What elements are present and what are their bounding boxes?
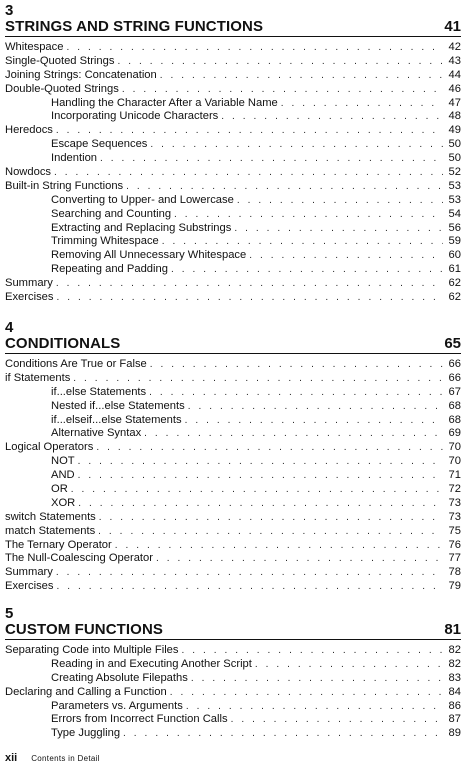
toc-entry-page: 77 — [448, 552, 461, 565]
toc-entry-page: 43 — [448, 54, 461, 67]
dot-leader — [174, 208, 443, 222]
dot-leader — [160, 69, 443, 83]
toc-entry-page: 79 — [448, 580, 461, 593]
chapter-page: 41 — [444, 18, 461, 35]
dot-leader — [156, 552, 443, 566]
toc-entry-page: 56 — [448, 221, 461, 234]
toc-entry-page: 48 — [448, 110, 461, 123]
toc-entry[interactable] — [5, 235, 461, 249]
toc-entry-title: Reading in and Executing Another Script — [51, 657, 252, 670]
toc-entry-page: 67 — [448, 385, 461, 398]
dot-leader — [56, 124, 443, 138]
toc-entry-page: 66 — [448, 371, 461, 384]
dot-leader — [71, 483, 443, 497]
toc-entry-page: 59 — [448, 235, 461, 248]
toc-entry-title: if Statements — [5, 371, 71, 384]
toc-entry-title: Extracting and Replacing Substrings — [51, 221, 232, 234]
toc-entry-page: 73 — [448, 510, 461, 523]
dot-leader — [255, 658, 443, 672]
toc-entry[interactable] — [5, 110, 461, 124]
chapter-entries — [5, 41, 461, 305]
dot-leader — [144, 427, 443, 441]
toc-entry-title: Separating Code into Multiple Files — [5, 644, 179, 656]
toc-entry[interactable] — [5, 69, 461, 83]
chapter-number: 5 — [5, 605, 14, 622]
toc-entry-page: 42 — [448, 41, 461, 53]
toc-entry[interactable] — [5, 55, 461, 69]
dot-leader — [96, 441, 443, 455]
toc-entry-title: Nested if...else Statements — [51, 399, 185, 412]
chapter-title: STRINGS AND STRING FUNCTIONS — [5, 18, 264, 35]
chapter-number: 3 — [5, 2, 14, 19]
toc-entry-page: 49 — [448, 124, 461, 137]
toc-entry-page: 66 — [448, 358, 461, 370]
toc-entry-page: 78 — [448, 566, 461, 579]
toc-entry[interactable] — [5, 566, 461, 580]
toc-entry-title: OR — [51, 483, 68, 496]
toc-entry-page: 75 — [448, 524, 461, 537]
toc-entry[interactable] — [5, 180, 461, 194]
dot-leader — [182, 644, 444, 658]
toc-entry[interactable] — [5, 249, 461, 263]
toc-entry[interactable] — [5, 222, 461, 236]
chapter-heading[interactable] — [5, 622, 461, 640]
toc-entry[interactable] — [5, 41, 461, 55]
toc-entry-title: Built-in String Functions — [5, 179, 124, 192]
toc-entry-page: 70 — [448, 441, 461, 454]
toc-entry[interactable] — [5, 372, 461, 386]
dot-leader — [73, 372, 443, 386]
toc-entry-page: 68 — [448, 413, 461, 426]
toc-entry[interactable] — [5, 552, 461, 566]
toc-entry-title: Incorporating Unicode Characters — [51, 110, 219, 123]
toc-entry-title: Double-Quoted Strings — [5, 82, 119, 95]
toc-entry-title: Summary — [5, 277, 53, 290]
dot-leader — [191, 672, 443, 686]
dot-leader — [237, 194, 443, 208]
toc-entry-page: 54 — [448, 207, 461, 220]
dot-leader — [249, 249, 443, 263]
dot-leader — [126, 180, 443, 194]
dot-leader — [66, 41, 443, 55]
toc-entry[interactable] — [5, 358, 461, 372]
dot-leader — [78, 497, 443, 511]
toc-entry-title: Alternative Syntax — [51, 427, 142, 440]
toc-entry[interactable] — [5, 672, 461, 686]
page-folio: xii — [5, 752, 18, 764]
toc-entry-page: 53 — [448, 179, 461, 192]
chapter-entries — [5, 358, 461, 594]
toc-entry-title: Escape Sequences — [51, 138, 148, 151]
toc-entry-title: Searching and Counting — [51, 207, 172, 220]
toc-entry-title: Summary — [5, 566, 53, 579]
toc-entry[interactable] — [5, 525, 461, 539]
chapter-heading[interactable] — [5, 336, 461, 354]
dot-leader — [123, 727, 443, 741]
toc-entry-page: 62 — [448, 291, 461, 304]
toc-entry[interactable] — [5, 511, 461, 525]
dot-leader — [98, 525, 443, 539]
toc-entry[interactable] — [5, 386, 461, 400]
toc-entry-page: 53 — [448, 193, 461, 206]
toc-entry-title: Whitespace — [5, 41, 64, 53]
toc-entry[interactable] — [5, 124, 461, 138]
chapter-title: CONDITIONALS — [5, 335, 121, 352]
chapter-4-section — [5, 320, 461, 594]
toc-entry-title: Logical Operators — [5, 441, 94, 454]
toc-entry-page: 82 — [448, 657, 461, 670]
toc-entry-title: if...else Statements — [51, 385, 147, 398]
dot-leader — [56, 277, 443, 291]
toc-entry[interactable] — [5, 713, 461, 727]
toc-entry[interactable] — [5, 194, 461, 208]
toc-entry-title: Single-Quoted Strings — [5, 54, 115, 67]
dot-leader — [78, 469, 443, 483]
toc-entry[interactable] — [5, 263, 461, 277]
toc-entry-page: 47 — [448, 96, 461, 109]
toc-entry[interactable] — [5, 427, 461, 441]
dot-leader — [78, 455, 443, 469]
dot-leader — [162, 235, 443, 249]
chapter-heading[interactable] — [5, 19, 461, 37]
toc-entry-title: Nowdocs — [5, 166, 52, 179]
toc-entry-title: Exercises — [5, 291, 54, 304]
toc-entry-title: XOR — [51, 496, 76, 509]
dot-leader — [56, 566, 443, 580]
toc-entry-page: 76 — [448, 538, 461, 551]
toc-entry-title: Creating Absolute Filepaths — [51, 671, 188, 684]
toc-entry-page: 87 — [448, 713, 461, 726]
toc-entry-title: Handling the Character After a Variable Name — [51, 96, 278, 109]
toc-entry-title: Trimming Whitespace — [51, 235, 159, 248]
toc-entry[interactable] — [5, 580, 461, 594]
dot-leader — [281, 97, 443, 111]
toc-entry-page: 89 — [448, 727, 461, 740]
toc-entry-title: Converting to Upper- and Lowercase — [51, 193, 234, 206]
toc-entry-page: 50 — [448, 152, 461, 165]
toc-entry-title: The Ternary Operator — [5, 538, 112, 551]
toc-entry-title: Removing All Unnecessary Whitespace — [51, 249, 247, 262]
toc-entry[interactable] — [5, 152, 461, 166]
toc-entry[interactable] — [5, 483, 461, 497]
toc-entry-page: 61 — [448, 263, 461, 276]
toc-entry-page: 46 — [448, 82, 461, 95]
toc-entry[interactable] — [5, 138, 461, 152]
toc-entry[interactable] — [5, 97, 461, 111]
toc-entry[interactable] — [5, 83, 461, 97]
toc-entry-page: 71 — [448, 469, 461, 482]
running-footer-label: Contents in Detail — [31, 754, 100, 763]
dot-leader — [170, 686, 443, 700]
toc-entry[interactable] — [5, 539, 461, 553]
chapter-number: 4 — [5, 319, 14, 336]
dot-leader — [99, 511, 443, 525]
dot-leader — [117, 55, 443, 69]
dot-leader — [100, 152, 443, 166]
toc-entry[interactable] — [5, 497, 461, 511]
toc-entry-page: 44 — [448, 68, 461, 81]
dot-leader — [185, 414, 443, 428]
toc-entry-page: 84 — [448, 685, 461, 698]
chapter-entries — [5, 644, 461, 741]
toc-entry-title: Errors from Incorrect Function Calls — [51, 713, 228, 726]
dot-leader — [115, 539, 443, 553]
toc-entry[interactable] — [5, 686, 461, 700]
toc-entry-page: 50 — [448, 138, 461, 151]
dot-leader — [150, 138, 443, 152]
toc-entry-title: Joining Strings: Concatenation — [5, 68, 157, 81]
toc-entry-page: 68 — [448, 399, 461, 412]
chapter-3-section — [5, 3, 461, 305]
toc-entry-page: 73 — [448, 496, 461, 509]
dot-leader — [54, 166, 443, 180]
toc-entry-page: 72 — [448, 483, 461, 496]
toc-entry-page: 82 — [448, 644, 461, 656]
toc-entry[interactable] — [5, 400, 461, 414]
chapter-title: CUSTOM FUNCTIONS — [5, 621, 163, 638]
toc-entry[interactable] — [5, 291, 461, 305]
toc-entry-page: 86 — [448, 699, 461, 712]
dot-leader — [149, 386, 443, 400]
toc-entry-page: 69 — [448, 427, 461, 440]
toc-entry[interactable] — [5, 644, 461, 658]
page-footer — [5, 752, 100, 764]
dot-leader — [231, 713, 443, 727]
chapter-page: 81 — [444, 621, 461, 638]
toc-entry-page: 62 — [448, 277, 461, 290]
dot-leader — [150, 358, 443, 372]
chapter-5-section — [5, 606, 461, 741]
toc-entry[interactable] — [5, 441, 461, 455]
dot-leader — [171, 263, 443, 277]
toc-entry[interactable] — [5, 727, 461, 741]
dot-leader — [57, 291, 444, 305]
toc-entry-title: Repeating and Padding — [51, 263, 168, 276]
toc-entry[interactable] — [5, 455, 461, 469]
toc-entry-title: Parameters vs. Arguments — [51, 699, 183, 712]
toc-entry[interactable] — [5, 208, 461, 222]
dot-leader — [188, 400, 443, 414]
toc-entry-title: The Null-Coalescing Operator — [5, 552, 153, 565]
toc-entry[interactable] — [5, 414, 461, 428]
toc-entry-page: 52 — [448, 166, 461, 179]
toc-entry[interactable] — [5, 277, 461, 291]
toc-entry[interactable] — [5, 469, 461, 483]
toc-entry-page: 60 — [448, 249, 461, 262]
toc-entry-title: if...elseif...else Statements — [51, 413, 182, 426]
toc-entry[interactable] — [5, 700, 461, 714]
toc-entry[interactable] — [5, 658, 461, 672]
toc-entry-title: Conditions Are True or False — [5, 358, 147, 370]
toc-entry-title: switch Statements — [5, 510, 96, 523]
toc-entry-title: Indention — [51, 152, 98, 165]
toc-entry-title: NOT — [51, 455, 75, 468]
dot-leader — [221, 110, 443, 124]
chapter-page: 65 — [444, 335, 461, 352]
toc-entry-title: AND — [51, 469, 75, 482]
toc-entry-title: Type Juggling — [51, 727, 121, 740]
toc-entry-title: Heredocs — [5, 124, 53, 137]
toc-entry-title: match Statements — [5, 524, 96, 537]
toc-entry-page: 70 — [448, 455, 461, 468]
toc-entry-title: Declaring and Calling a Function — [5, 685, 167, 698]
dot-leader — [57, 580, 444, 594]
dot-leader — [122, 83, 443, 97]
toc-entry-title: Exercises — [5, 580, 54, 593]
dot-leader — [186, 700, 443, 714]
toc-entry-page: 83 — [448, 671, 461, 684]
dot-leader — [234, 222, 443, 236]
toc-entry[interactable] — [5, 166, 461, 180]
